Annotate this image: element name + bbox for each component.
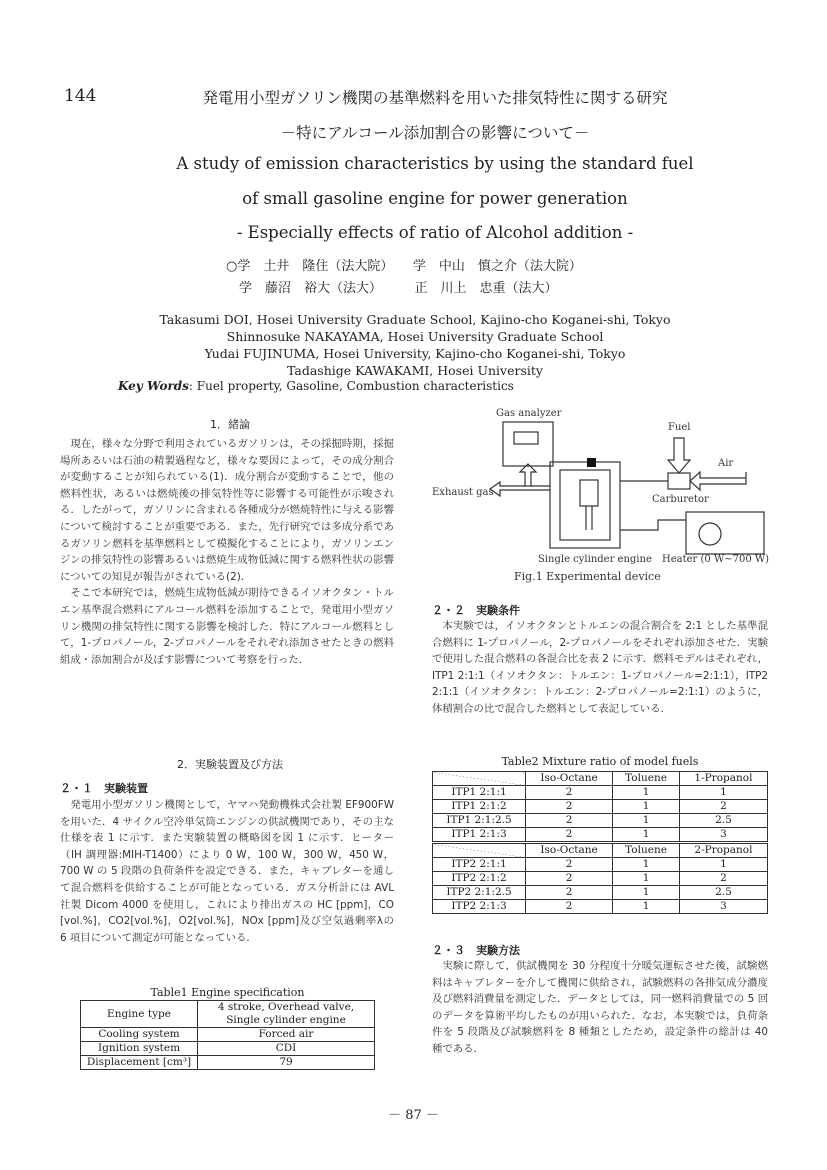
table-cell: 2 [679, 872, 767, 886]
table-cell: 1 [679, 858, 767, 872]
engine-piston [580, 480, 598, 506]
table-cell: 1 [613, 872, 680, 886]
affiliation-line: Yudai FUJINUMA, Hosei University, Kajino-cho Koganei-shi, Tokyo [204, 346, 626, 361]
table-cell: 1 [613, 886, 680, 900]
subtitle-english: - Especially effects of ratio of Alcohol addition - [236, 223, 634, 242]
affiliations [100, 311, 730, 379]
keywords-label: Key Words [118, 379, 189, 393]
affiliation-line: Tadashige KAWAKAMI, Hosei University [287, 363, 543, 378]
table-cell: 2 [526, 814, 613, 828]
table-cell: 2 [526, 786, 613, 800]
section1-paragraph2: そこで本研究では，燃焼生成物低減が期待できるイソオクタン・トルエン基準混合燃料にアルコール燃料を添加することで，発電用小型ガソリン機関の排気特性に関する影響を検討した．特にアルコール燃料として，1-プロパノール，2-プロパノールをそれぞれ添加させたときの燃料組成・添加割合が及ぼす影響について考察を行った． [60, 587, 394, 666]
table-cell: 2 [526, 800, 613, 814]
table-cell: ITP1 2:1:2 [433, 800, 526, 814]
table-cell: 2 [526, 828, 613, 843]
heater-coil [699, 523, 721, 545]
section2-1-paragraph: 発電用小型ガソリン機関として，ヤマハ発動機株式会社製 EF900FW を用いた．4 サイクル空冷単気筒エンジンの供試機関であり，その主な仕様を表 1 に示す．また実験装置の概略図を図 1 に示す．ヒーター（IH 調理器:MIH-T1400）により 0 W，100 W，300 W，450 W，700 W の 5 段階の負荷条件を設定できる．また，キャブレターを通して混合燃料を供給することが可能となっている．ガス分析計には AVL 社製 Dicom 4000 を使用し，これにより排出ガスの HC [ppm]，CO [vol.%]，CO2[vol.%]，O2[vol.%]，NOx [ppm]及び空気過剰率λの 6 項目について測定が可能となっている． [60, 799, 394, 944]
table-cell: 4 stroke, Overhead valve, Single cylinder engine [198, 1001, 375, 1028]
table-cell: Ignition system [81, 1042, 198, 1056]
section2-3-body [432, 958, 768, 1058]
section2-3-paragraph: 実験に際して，供試機関を 30 分程度十分暖気運転させた後，試験燃料はキャブレターを介して機関に供給され，試験燃料の各排気成分濃度及び燃料消費量を測定した．データとしては，同一燃料消費量での 5 回のデータを算術平均したものが用いられた．なお，本実験では，負荷条件を 5 段階及び試験燃料を 8 種類としたため，設定条件の総計は 40 種である． [432, 960, 768, 1055]
table-cell: 3 [679, 828, 767, 843]
table-header-cell: Iso-Octane [526, 772, 613, 786]
table-cell: 2.5 [679, 886, 767, 900]
table-header-row [433, 772, 768, 786]
authors-japanese-line2: 学 藤沼 裕大（法大） 正 川上 忠重（法大） [239, 281, 558, 296]
table-corner-cell [433, 772, 526, 786]
table-row [433, 814, 768, 828]
fuel-arrow [668, 438, 690, 473]
keywords-text: : Fuel property, Gasoline, Combustion characteristics [188, 379, 514, 393]
fig1-caption: Fig.1 Experimental device [514, 570, 661, 583]
air-arrow [690, 472, 746, 490]
exhaust-arrow [490, 482, 550, 496]
table-cell: Cooling system [81, 1028, 198, 1042]
table-row [81, 1001, 375, 1028]
subtitle-japanese: －特にアルコール添加割合の影響について－ [280, 124, 590, 142]
table-row [433, 858, 768, 872]
section2-2-body [432, 618, 768, 718]
title-japanese: 発電用小型ガソリン機関の基準燃料を用いた排気特性に関する研究 [202, 89, 668, 107]
section2-3-heading: ２・３ 実験方法 [432, 944, 520, 957]
section2-2-heading: ２・２ 実験条件 [432, 604, 520, 617]
table-cell: ITP1 2:1:1 [433, 786, 526, 800]
title-english-line2: of small gasoline engine for power generation [242, 189, 628, 208]
page-number: 144 [64, 86, 97, 106]
table-cell: ITP2 2:1:2 [433, 872, 526, 886]
table-row [433, 872, 768, 886]
label-air: Air [718, 458, 734, 469]
spark-plug [587, 458, 596, 467]
section1-body [60, 436, 394, 668]
table-cell: ITP2 2:1:1 [433, 858, 526, 872]
affiliation-line: Shinnosuke NAKAYAMA, Hosei University Graduate School [226, 329, 604, 344]
table1-caption: Table1 Engine specification [150, 986, 305, 999]
table-cell: 2.5 [679, 814, 767, 828]
table-cell: 2 [526, 900, 613, 914]
table-cell: 1 [613, 800, 680, 814]
table-cell: ITP1 2:1:2.5 [433, 814, 526, 828]
label-exhaust-gas: Exhaust gas [432, 487, 494, 498]
table2-mixture-ratio [432, 771, 768, 914]
table-cell: 2 [679, 800, 767, 814]
table-header-cell: 2-Propanol [679, 843, 767, 858]
table-header-cell: Iso-Octane [526, 843, 613, 858]
page-footer-number: － 87 － [388, 1108, 439, 1123]
label-gas-analyzer: Gas analyzer [496, 408, 562, 419]
table1-engine-spec [80, 1000, 375, 1070]
table-cell: CDI [198, 1042, 375, 1056]
table-cell: 1 [613, 814, 680, 828]
section2-1-heading: ２・１ 実験装置 [60, 782, 148, 795]
table-row [433, 828, 768, 843]
table-cell: Engine type [81, 1001, 198, 1028]
authors-japanese-line1: ○学 土井 隆住（法大院） 学 中山 慎之介（法大院） [226, 259, 582, 274]
table-cell: 1 [613, 858, 680, 872]
table-row [433, 786, 768, 800]
label-fuel: Fuel [668, 422, 691, 433]
table-header-cell: Toluene [613, 843, 680, 858]
heater-box [686, 512, 764, 554]
table-row [433, 900, 768, 914]
title-english-line1: A study of emission characteristics by using the standard fuel [176, 154, 694, 173]
table-row [81, 1042, 375, 1056]
table-cell: 1 [679, 786, 767, 800]
table-cell: 2 [526, 886, 613, 900]
section1-paragraph1: 現在，様々な分野で利用されているガソリンは，その採掘時期，採掘場所あるいは石油の精製過程など，様々な要因によって，その成分割合が変動することが知られている(1)．成分割合が変動することで，他の燃料性状，あるいは燃焼後の排気特性等に影響する可能性が示唆される．したがって，ガソリンに含まれる各種成分が燃焼特性に与える影響について検討することが重要である．また，先行研究では多成分系であるガソリン燃料を基準燃料として模擬化することにより，ガソリンエンジンの排気特性の影響あるいは燃焼生成物低減に関する燃料性状の影響についての知見が報告がされている(2)． [60, 438, 394, 583]
section2-2-paragraph: 本実験では，イソオクタンとトルエンの混合割合を 2:1 とした基準混合燃料に 1-プロパノール，2-プロパノールをそれぞれ添加させた．実験で使用した混合燃料の各混合比を表 2 に示す．燃料モデルはそれぞれ，ITP1 2:1:1（イソオクタン：トルエン：1-プロパノール=2:1:1），ITP2 2:1:1（イソオクタン：トルエン：2-プロパノール=2:1:1）のように，体積割合の比で混合した燃料として表記している． [432, 620, 768, 715]
table-row [433, 800, 768, 814]
table-cell: 1 [613, 786, 680, 800]
table-cell: 1 [613, 828, 680, 843]
table-cell: ITP2 2:1:2.5 [433, 886, 526, 900]
label-engine: Single cylinder engine [538, 554, 652, 565]
table-row [81, 1056, 375, 1070]
table-header-row [433, 843, 768, 858]
heater-cable [620, 520, 686, 530]
table-corner-cell [433, 843, 526, 858]
table-cell: ITP1 2:1:3 [433, 828, 526, 843]
table-row [81, 1028, 375, 1042]
table-cell: Displacement [cm³] [81, 1056, 198, 1070]
fig1-experimental-device [428, 400, 773, 585]
section2-1-body [60, 797, 394, 946]
table-cell: Forced air [198, 1028, 375, 1042]
table-cell: 2 [526, 858, 613, 872]
label-heater: Heater (0 W~700 W) [662, 554, 770, 565]
table2-caption: Table2 Mixture ratio of model fuels [501, 755, 699, 768]
table-cell: 3 [679, 900, 767, 914]
table-header-cell: Toluene [613, 772, 680, 786]
keywords [118, 379, 514, 393]
table-row [433, 886, 768, 900]
section1-heading: 1．緒論 [210, 418, 250, 431]
section2-heading: 2．実験装置及び方法 [177, 758, 283, 771]
label-carburetor: Carburetor [652, 494, 709, 505]
table-cell: 2 [526, 872, 613, 886]
carburetor-box [668, 473, 690, 489]
table-cell: 79 [198, 1056, 375, 1070]
table-cell: ITP2 2:1:3 [433, 900, 526, 914]
table-header-cell: 1-Propanol [679, 772, 767, 786]
table-cell: 1 [613, 900, 680, 914]
gas-analyzer-display [514, 432, 538, 444]
sample-arrow [520, 464, 536, 486]
affiliation-line: Takasumi DOI, Hosei University Graduate School, Kajino-cho Koganei-shi, Tokyo [159, 312, 671, 327]
